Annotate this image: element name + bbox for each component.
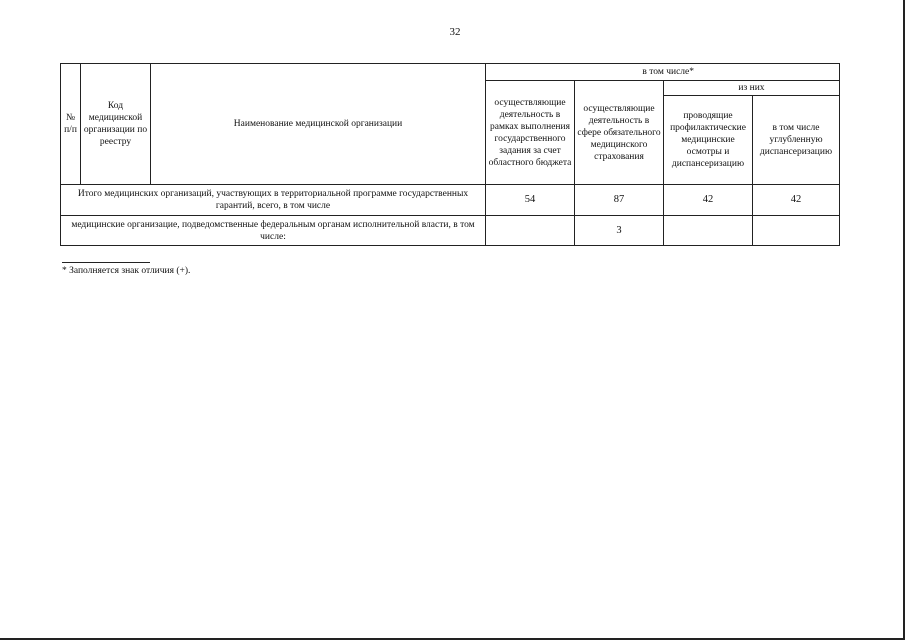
header-row-1	[61, 64, 840, 81]
row-label: Итого медицинских организаций, участвующих в территориальной программе государственных гарантий, всего, в том числе	[61, 185, 486, 216]
cell-state-task: 54	[486, 185, 575, 216]
header-name: Наименование медицинской организации	[151, 64, 486, 185]
header-of-them: из них	[664, 81, 840, 96]
cell-oms: 3	[575, 216, 664, 246]
cell-prof-exams	[664, 216, 753, 246]
cell-deep-disp	[753, 216, 840, 246]
page-number: 32	[449, 26, 461, 38]
row-label: медицинские организацие, подведомственные федеральным органам исполнительной власти, в том числе:	[61, 216, 486, 246]
medical-organizations-table	[60, 63, 840, 246]
footnote: * Заполняется знак отличия (+).	[62, 266, 191, 276]
header-state-task: осуществляющие деятельность в рамках выполнения государственного задания за счет областного бюджета	[486, 81, 575, 185]
footnote-divider	[62, 262, 150, 263]
header-deep-disp: в том числе углубленную диспансеризацию	[753, 96, 840, 185]
header-code: Код медицинской организации по реестру	[81, 64, 151, 185]
cell-oms: 87	[575, 185, 664, 216]
header-including: в том числе*	[486, 64, 840, 81]
table-row	[61, 185, 840, 216]
cell-state-task	[486, 216, 575, 246]
header-prof-exams: проводящие профилактические медицинские осмотры и диспансеризацию	[664, 96, 753, 185]
header-oms: осуществляющие деятельность в сфере обязательного медицинского страхования	[575, 81, 664, 185]
cell-prof-exams: 42	[664, 185, 753, 216]
header-num: № п/п	[61, 64, 81, 185]
table-row	[61, 216, 840, 246]
cell-deep-disp: 42	[753, 185, 840, 216]
